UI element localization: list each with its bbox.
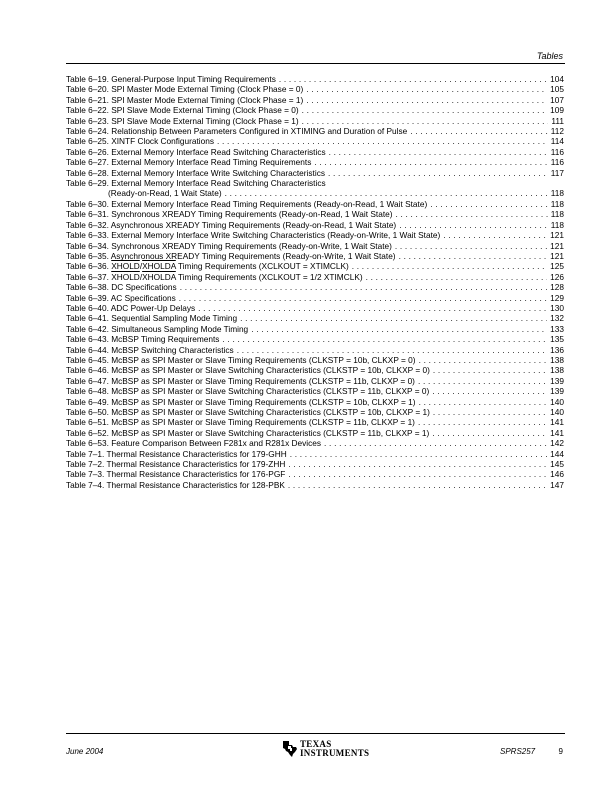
toc-entry-label: Table 6–47. McBSP as SPI Master or Slave Timing Requirements (CLKSTP = 11b, CLKXP = 0) (66, 375, 415, 386)
toc-entry-label (66, 261, 352, 271)
toc-entry (66, 126, 564, 136)
footer-rule (66, 733, 565, 734)
toc-entry-page: 136 (550, 344, 564, 355)
dot-leader (366, 272, 548, 282)
toc-entry-page: 140 (550, 407, 564, 417)
toc-entry-label: Table 7–2. Thermal Resistance Characteristics for 179-ZHH (66, 459, 286, 470)
toc-entry-page: 140 (550, 396, 564, 407)
dot-leader (329, 147, 548, 157)
toc-entry-label: Table 6–51. McBSP as SPI Master or Slave Timing Requirements (CLKSTP = 11b, CLKXP = 1) (66, 417, 415, 428)
toc-entry-page: 107 (550, 94, 564, 105)
toc-entry-label: Table 6–21. SPI Master Mode External Timing (Clock Phase = 1) (66, 94, 304, 105)
dot-leader (225, 188, 548, 198)
toc-entry-label: Table 6–52. McBSP as SPI Master or Slave Switching Characteristics (CLKSTP = 11b, CLKXP = 1) (66, 427, 430, 438)
toc-entry-page: 121 (550, 240, 564, 251)
toc-entry-label: Table 6–29. External Memory Interface Read Switching Characteristics (66, 178, 326, 189)
dot-leader (396, 209, 548, 219)
dot-leader (237, 345, 547, 355)
toc-entry (66, 324, 564, 334)
dot-leader (222, 334, 547, 344)
section-title: Tables (536, 51, 563, 61)
page-number: 9 (558, 747, 563, 756)
toc-entry-label: Table 6–48. McBSP as SPI Master or Slave Switching Characteristics (CLKSTP = 11b, CLKXP = 0) (66, 386, 430, 397)
toc-entry (66, 241, 564, 251)
toc-entry-label: Table 6–34. Synchronous XREADY Timing Requirements (Ready-on-Write, 1 Wait State) (66, 240, 392, 251)
toc-entry-page: 121 (550, 230, 564, 241)
toc-entry-page: 146 (550, 469, 564, 480)
signal-name: XHOLDA (142, 271, 176, 282)
toc-entry (66, 365, 564, 375)
texas-state-icon (282, 740, 298, 758)
dot-leader (251, 324, 547, 334)
toc-entry (66, 116, 564, 126)
logo-text-line1: TEXAS (300, 739, 332, 749)
toc-entry-label: Table 7–1. Thermal Resistance Characteristics for 179-GHH (66, 448, 287, 459)
toc-entry (66, 282, 564, 292)
toc-entry-page: 138 (550, 365, 564, 376)
toc-entry (66, 469, 564, 479)
toc-entry-label: Table 6–24. Relationship Between Parameters Configured in XTIMING and Duration of Pulse (66, 126, 408, 137)
toc-entry-continuation (66, 188, 564, 198)
toc-entry (66, 95, 564, 105)
toc-entry (66, 157, 564, 167)
toc-entry-label: Table 6–19. General-Purpose Input Timing Requirements (66, 74, 276, 84)
toc-entry-label: Table 6–33. External Memory Interface Write Switching Characteristics (Ready-on-Write, 1 Wait State) (66, 230, 441, 241)
dot-leader (395, 241, 547, 251)
toc-entry-page: 116 (550, 157, 564, 168)
toc-entry (66, 355, 564, 365)
dot-leader (179, 293, 547, 303)
dot-leader (399, 220, 548, 230)
toc-entry-label: Table 6–53. Feature Comparison Between F281x and R281x Devices (66, 438, 322, 449)
toc-entry-label: Table 6–23. SPI Slave Mode External Timing (Clock Phase = 1) (66, 115, 299, 126)
dot-leader (306, 84, 547, 94)
dot-leader (328, 168, 548, 178)
table-of-tables (66, 74, 564, 490)
toc-entry-label (66, 272, 366, 282)
dot-leader (419, 355, 548, 365)
header-rule (66, 63, 565, 64)
dot-leader (240, 313, 547, 323)
dot-leader (399, 251, 548, 261)
toc-entry (66, 407, 564, 417)
toc-entry (66, 251, 564, 261)
toc-entry (66, 376, 564, 386)
toc-entry-page: 139 (550, 375, 564, 386)
dot-leader (290, 449, 547, 459)
dot-leader (418, 376, 547, 386)
toc-entry (66, 230, 564, 240)
toc-entry-label: Table 6–43. McBSP Timing Requirements (66, 334, 220, 345)
toc-entry-page: 130 (550, 302, 564, 313)
toc-entry (66, 345, 564, 355)
toc-entry (66, 199, 564, 209)
toc-entry-label: Table 6–30. External Memory Interface Read Timing Requirements (Ready-on-Read, 1 Wait State) (66, 198, 428, 209)
toc-entry (66, 428, 564, 438)
dot-leader (433, 407, 547, 417)
toc-entry-page: 132 (550, 313, 564, 324)
toc-entry-page: 121 (550, 250, 564, 261)
dot-leader (288, 480, 547, 490)
toc-entry-page: 109 (550, 105, 564, 116)
toc-entry-label: Table 6–44. McBSP Switching Characteristics (66, 344, 234, 355)
toc-entry-label: Table 6–46. McBSP as SPI Master or Slave Switching Characteristics (CLKSTP = 10b, CLKXP = 0) (66, 365, 430, 376)
label-separator: / (139, 261, 143, 272)
toc-entry-page: 118 (550, 219, 564, 230)
toc-entry (66, 168, 564, 178)
toc-entry-label: Table 6–41. Sequential Sampling Mode Timing (66, 313, 238, 324)
toc-entry-page: 125 (550, 261, 564, 272)
dot-leader (217, 136, 548, 146)
toc-entry-label: Table 6–35. Asynchronous XREADY Timing Requirements (Ready-on-Write, 1 Wait State) (66, 250, 396, 261)
toc-entry-page: 116 (550, 146, 564, 157)
toc-entry (66, 459, 564, 469)
toc-entry-label: Table 6–28. External Memory Interface Write Switching Characteristics (66, 167, 325, 178)
toc-entry-label: Table 6–49. McBSP as SPI Master or Slave Timing Requirements (CLKSTP = 10b, CLKXP = 1) (66, 396, 416, 407)
label-separator: / (139, 271, 143, 282)
toc-entry-label: Table 6–50. McBSP as SPI Master or Slave Switching Characteristics (CLKSTP = 10b, CLKXP = 1) (66, 407, 430, 417)
ti-logo (282, 740, 369, 758)
dot-leader (432, 428, 547, 438)
toc-entry-page: 111 (551, 115, 564, 126)
toc-entry (66, 313, 564, 323)
dot-leader (302, 105, 547, 115)
toc-entry (66, 334, 564, 344)
toc-entry-page: 142 (550, 438, 564, 449)
dot-leader (288, 469, 547, 479)
toc-entry-label: Table 6–42. Simultaneous Sampling Mode Timing (66, 323, 249, 334)
dot-leader (288, 459, 547, 469)
toc-entry (66, 303, 564, 313)
toc-entry-page: 139 (550, 386, 564, 397)
signal-name: XHOLDA (142, 261, 176, 272)
toc-entry-label: Table 6–27. External Memory Interface Read Timing Requirements (66, 157, 312, 168)
toc-entry-label: Table 6–25. XINTF Clock Configurations (66, 136, 215, 147)
dot-leader (324, 438, 547, 448)
dot-leader (314, 157, 547, 167)
toc-entry (66, 386, 564, 396)
dot-leader (419, 397, 548, 407)
toc-entry-page: 138 (550, 354, 564, 365)
toc-entry-page: 126 (550, 271, 564, 282)
toc-entry (66, 449, 564, 459)
toc-entry (66, 261, 564, 271)
toc-entry (66, 220, 564, 230)
toc-entry-label: Table 6–32. Asynchronous XREADY Timing Requirements (Ready-on-Read, 1 Wait State) (66, 219, 397, 230)
toc-entry (66, 293, 564, 303)
label-suffix: Timing Requirements (XCLKOUT = 1/2 XTIMCLK) (175, 271, 363, 282)
label-suffix: Timing Requirements (XCLKOUT = XTIMCLK) (175, 261, 349, 272)
toc-entry-page: 133 (550, 323, 564, 334)
dot-leader (433, 365, 547, 375)
toc-entry (66, 74, 564, 84)
toc-entry-label: Table 6–38. DC Specifications (66, 282, 177, 293)
toc-entry (66, 397, 564, 407)
toc-entry-label: Table 6–45. McBSP as SPI Master or Slave Timing Requirements (CLKSTP = 10b, CLKXP = 0) (66, 354, 416, 365)
dot-leader (302, 116, 549, 126)
dot-leader (443, 230, 547, 240)
toc-entry-page: 129 (550, 292, 564, 303)
toc-entry-page: 141 (550, 417, 564, 428)
toc-entry (66, 178, 564, 188)
dot-leader (180, 282, 547, 292)
toc-entry-label: Table 6–39. AC Specifications (66, 292, 176, 303)
document-code: SPRS257 (500, 747, 536, 756)
toc-entry-label: Table 7–3. Thermal Resistance Characteristics for 176-PGF (66, 469, 286, 480)
toc-entry-page: 112 (550, 126, 564, 137)
toc-entry-page: 105 (550, 84, 564, 95)
toc-entry-label: Table 6–22. SPI Slave Mode External Timing (Clock Phase = 0) (66, 105, 299, 116)
toc-entry-label: Table 6–31. Synchronous XREADY Timing Requirements (Ready-on-Read, 1 Wait State) (66, 209, 393, 220)
toc-entry (66, 136, 564, 146)
toc-entry-label: Table 6–26. External Memory Interface Read Switching Characteristics (66, 146, 326, 157)
toc-entry-label: Table 6–40. ADC Power-Up Delays (66, 302, 196, 313)
toc-entry-page: 145 (550, 459, 564, 470)
dot-leader (198, 303, 547, 313)
toc-entry-page: 117 (550, 167, 564, 178)
toc-entry (66, 417, 564, 427)
toc-entry-page: 104 (550, 74, 564, 84)
toc-entry-page: 114 (550, 136, 564, 147)
toc-entry (66, 105, 564, 115)
toc-entry (66, 480, 564, 490)
logo-text-line2: INSTRUMENTS (300, 748, 370, 758)
dot-leader (418, 417, 547, 427)
toc-entry-page: 128 (550, 282, 564, 293)
dot-leader (306, 95, 547, 105)
dot-leader (430, 199, 548, 209)
toc-entry (66, 147, 564, 157)
dot-leader (352, 261, 547, 271)
label-prefix: Table 6–36. (66, 261, 112, 272)
toc-entry-page: 135 (550, 334, 564, 345)
toc-entry-page: 118 (550, 188, 564, 199)
dot-leader (432, 386, 547, 396)
toc-entry (66, 209, 564, 219)
toc-entry-page: 144 (550, 448, 564, 459)
toc-entry-page: 141 (550, 427, 564, 438)
signal-name: XHOLD (111, 271, 140, 282)
toc-entry (66, 272, 564, 282)
dot-leader (279, 74, 547, 84)
toc-entry-page: 147 (550, 479, 564, 490)
toc-entry-page: 118 (550, 209, 564, 220)
dot-leader (410, 126, 547, 136)
toc-entry-label: Table 6–20. SPI Master Mode External Timing (Clock Phase = 0) (66, 84, 304, 95)
toc-entry-page: 118 (550, 198, 564, 209)
toc-entry (66, 84, 564, 94)
toc-entry-label: Table 7–4. Thermal Resistance Characteristics for 128-PBK (66, 479, 285, 490)
label-prefix: Table 6–37. (66, 271, 112, 282)
toc-entry-label: (Ready-on-Read, 1 Wait State) (108, 188, 222, 199)
signal-name: XHOLD (111, 261, 140, 272)
footer-date: June 2004 (66, 747, 104, 756)
toc-entry (66, 438, 564, 448)
